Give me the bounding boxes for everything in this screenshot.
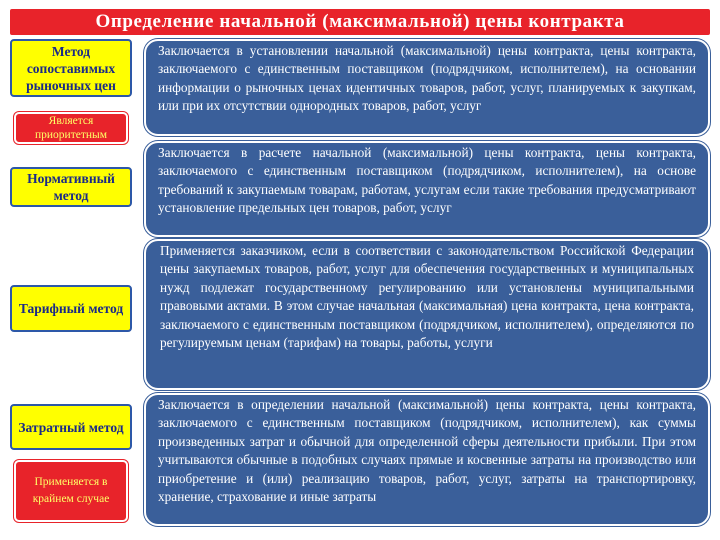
priority-badge: Является приоритетным: [14, 112, 128, 144]
last-resort-badge: Применяется в крайнем случае: [14, 460, 128, 522]
method-description-normative: Заключается в расчете начальной (максимальной) цены контракта, цены контракта, заключаемого с единственным поставщиком (подрядчиком, исполнителем), на основе требований к закупаемым товарам, работам, услугам если такие требования предусматривают установление предельных цен товаров, работ, услуг: [144, 141, 710, 237]
method-label-cost: Затратный метод: [10, 404, 132, 450]
method-label-comparable-prices: Метод сопоставимых рыночных цен: [10, 39, 132, 97]
page-title: Определение начальной (максимальной) цены контракта: [10, 9, 710, 35]
method-description-tariff: Применяется заказчиком, если в соответствии с законодательством Российской Федерации цены закупаемых товаров, работ, услуг для обеспечения государственных и муниципальных нужд подлежат государственному регулированию или установлены муниципальными правовыми актами. В этом случае начальная (максимальная) цена контракта, цена контракта, заключаемого с единственным поставщиком (подрядчиком, исполнителем), определяются по регулируемым ценам (тарифам) на товары, работы, услуги: [144, 239, 710, 390]
method-description-comparable-prices: Заключается в установлении начальной (максимальной) цены контракта, цены контракта, заключаемого с единственным поставщиком (подрядчиком, исполнителем), на основании информации о рыночных ценах идентичных товаров, работ, услуг, планируемых к закупкам, или при их отсутствии однородных товаров, работ, услуг: [144, 39, 710, 136]
method-label-normative: Нормативный метод: [10, 167, 132, 207]
method-description-cost: Заключается в определении начальной (максимальной) цены контракта, цены контракта, заключаемого с единственным поставщиком (подрядчиком, исполнителем), как суммы произведенных затрат и обычной для определенной сферы деятельности прибыли. При этом учитываются обычные в подобных случаях прямые и косвенные затраты на производство или приобретение и (или) реализацию товаров, работ, услуг, затраты на транспортировку, хранение, страхование и иные затраты: [144, 393, 710, 526]
method-label-tariff: Тарифный метод: [10, 285, 132, 332]
